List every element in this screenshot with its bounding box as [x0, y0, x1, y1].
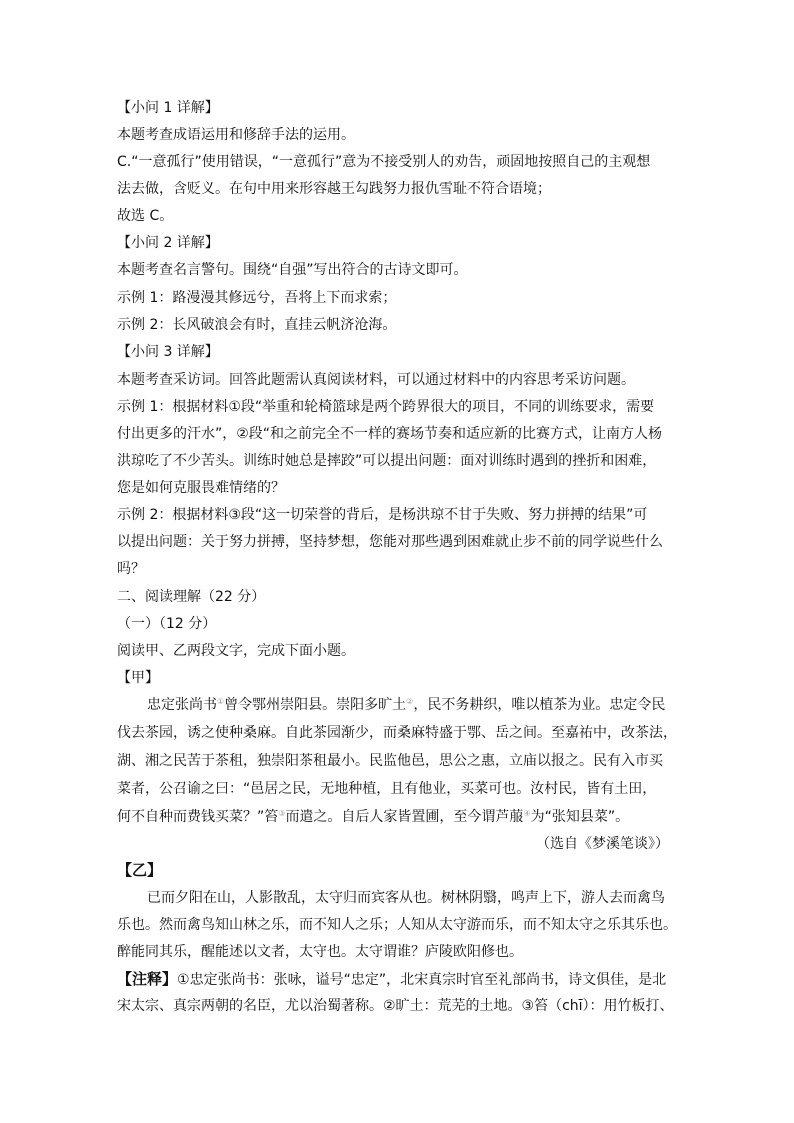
text-line-l10: 【小问 3 详解】 — [117, 344, 219, 360]
yi-paragraph-line-2: 乐也。然而禽鸟知山林之乐，而不知人之乐；人知从太守游而乐，而不知太守之乐其乐也。 — [117, 917, 677, 933]
text-line-l1: 【小问 1 详解】 — [117, 100, 219, 116]
text-line-l4: 法去做，含贬义。在句中用来形容越王勾践努力报仇雪耻不符合语境； — [117, 181, 551, 197]
text-line-l5: 故选 C。 — [117, 208, 174, 224]
jia-source: （选自《梦溪笔谈》） — [536, 836, 669, 852]
text-line-l14: 洪琼吃了不少苦头。训练时她总是摔跤”可以提出问题：面对训练时遇到的挫折和困难， — [117, 453, 657, 469]
text-line-l2: 本题考查成语运用和修辞手法的运用。 — [117, 127, 355, 143]
text-line-l18: 吗？ — [117, 561, 145, 577]
yi-paragraph-line-3: 醉能同其乐，醒能述以文者，太守也。太守谓谁？庐陵欧阳修也。 — [117, 944, 523, 960]
footnote-marker: ② — [406, 697, 414, 706]
text-line-l9: 示例 2：长风破浪会有时，直挂云帆济沧海。 — [117, 317, 397, 333]
text-line-l3: C.“一意孤行”使用错误，“一意孤行”意为不接受别人的劝告，顽固地按照自己的主观想 — [117, 154, 651, 170]
text-line-l20: （一）（12 分） — [117, 616, 217, 632]
jia-paragraph-line-4: 菜者，公召谕之曰：“邑居之民，无地种植，且有他业，买菜可也。汝村民，皆有土田， — [117, 781, 657, 797]
jia-paragraph-line-3: 湖、湘之民苦于茶租，独崇阳茶租最小。民监他邑，思公之惠，立庙以报之。民有入市买 — [117, 753, 663, 769]
notes-line-1: 【注释】①忠定张尚书：张咏，谥号“忠定”，北宋真宗时官至礼部尚书，诗文俱佳，是北 — [117, 970, 667, 988]
text-line-l12: 示例 1：根据材料①段“举重和轮椅篮球是两个跨界很大的项目，不同的训练要求，需要 — [117, 399, 655, 415]
jia-paragraph-line-1: 忠定张尚书①曾令鄂州崇阳县。崇阳多旷土②，民不务耕织，唯以植茶为业。忠定令民 — [147, 697, 666, 713]
yi-paragraph-line-1: 已而夕阳在山，人影散乱，太守归而宾客从也。树林阴翳，鸣声上下，游人去而禽鸟 — [147, 890, 665, 906]
text-line-l22: 【甲】 — [117, 670, 159, 686]
notes-label: 【注释】 — [117, 970, 178, 988]
text-line-l15: 您是如何克服畏难情绪的？ — [117, 480, 285, 496]
text-line-l7: 本题考查名言警句。围绕“自强”写出符合的古诗文即可。 — [117, 262, 468, 278]
text-line-l21: 阅读甲、乙两段文字，完成下面小题。 — [117, 643, 355, 659]
text-line-l17: 以提出问题：关于努力拼搏，坚持梦想，您能对那些遇到困难就止步不前的同学说些什么 — [117, 534, 663, 550]
text-line-l19: 二、阅读理解（22 分） — [117, 589, 266, 605]
footnote-marker: ③ — [278, 809, 286, 818]
text-line-l6: 【小问 2 详解】 — [117, 235, 219, 251]
jia-paragraph-line-2: 伐去茶园，诱之使种桑麻。自此茶园渐少，而桑麻特盛于鄂、岳之间。至嘉祐中，改茶法， — [117, 725, 677, 741]
text-line-l11: 本题考查采访词。回答此题需认真阅读材料，可以通过材料中的内容思考采访问题。 — [117, 372, 635, 388]
text-line-l8: 示例 1：路漫漫其修远兮，吾将上下而求索； — [117, 290, 397, 306]
jia-paragraph-line-5: 何不自种而费钱买菜？”笞③而遣之。自后人家皆置圃，至今谓芦菔④为“张知县菜”。 — [117, 809, 630, 825]
yi-heading: 【乙】 — [117, 861, 163, 879]
footnote-marker: ④ — [523, 809, 531, 818]
text-line-l16: 示例 2：根据材料③段“这一切荣誉的背后，是杨洪琼不甘于失败、努力拼搏的结果”可 — [117, 507, 648, 523]
notes-line-2: 宋太宗、真宗两朝的名臣，尤以治蜀著称。②旷土：荒芜的土地。③笞（chī）：用竹板打、 — [117, 998, 674, 1014]
text-line-l13: 付出更多的汗水”，②段“和之前完全不一样的赛场节奏和适应新的比赛方式，让南方人杨 — [117, 426, 663, 442]
footnote-marker: ① — [217, 697, 225, 706]
